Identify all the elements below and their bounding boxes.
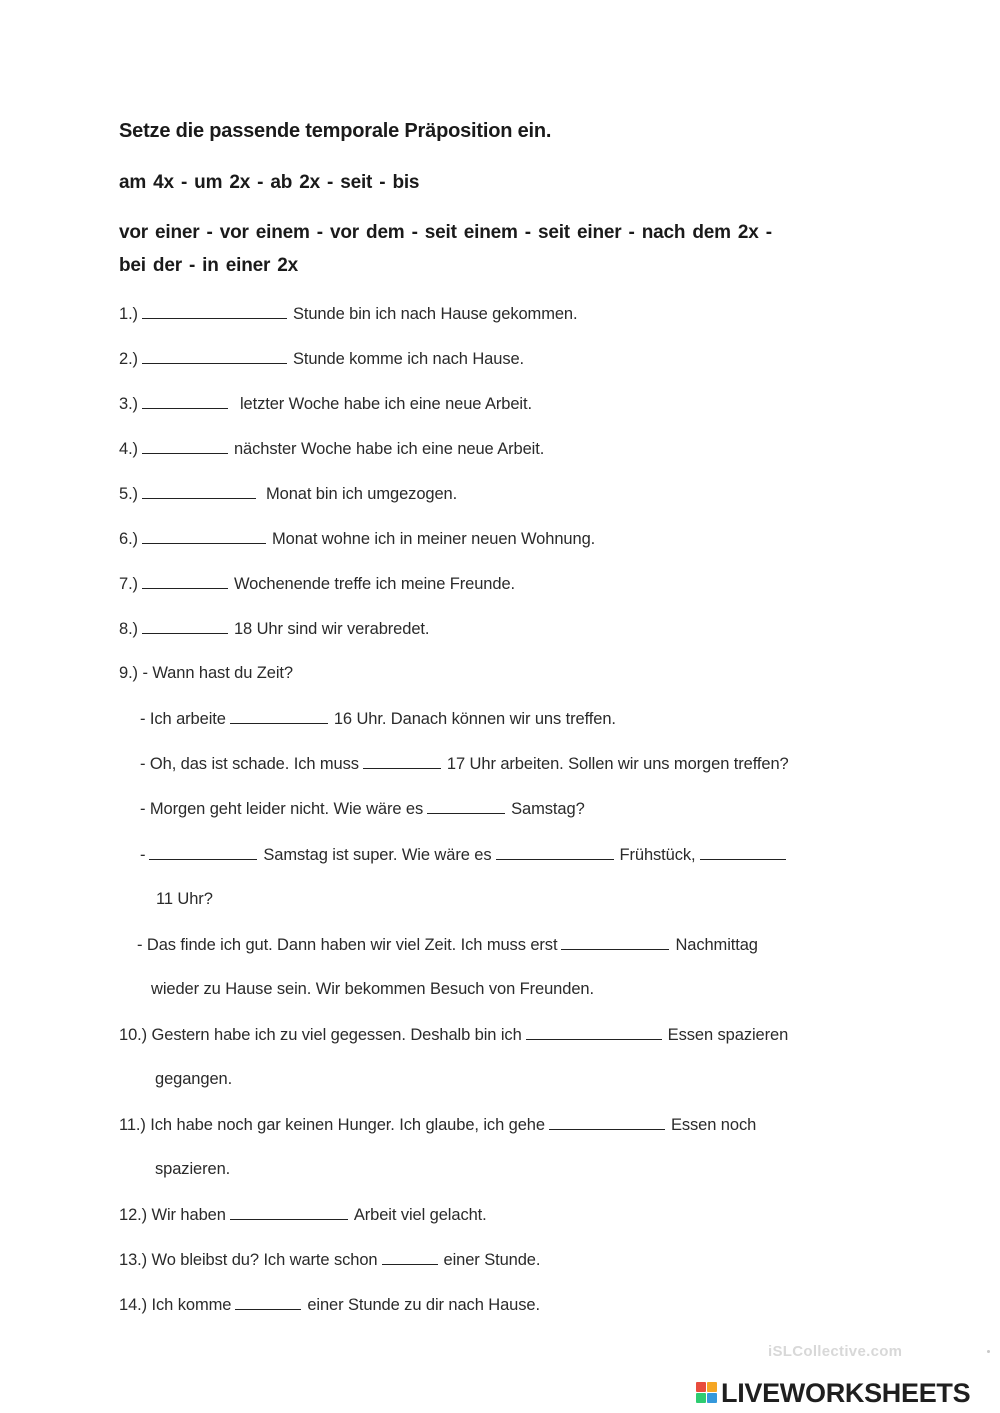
exercise-item-10 — [119, 1025, 788, 1045]
item-text: - Morgen geht leider nicht. Wie wäre es — [140, 800, 424, 818]
exercise-item-9-line-d — [140, 845, 792, 865]
exercise-item-9-line-b — [140, 754, 789, 774]
item-text: Samstag ist super. Wie wäre es — [263, 846, 492, 864]
liveworksheets-logo-icon — [696, 1382, 718, 1404]
exercise-item-5 — [119, 484, 457, 504]
item-text: 10.) Gestern habe ich zu viel gegessen. Deshalb bin ich — [119, 1026, 522, 1044]
answer-blank-7[interactable] — [142, 574, 228, 589]
item-text: Monat wohne ich in meiner neuen Wohnung. — [271, 530, 596, 548]
item-text: 18 Uhr sind wir verabredet. — [233, 620, 430, 638]
exercise-item-1 — [119, 304, 577, 324]
item-text: - — [140, 846, 146, 864]
item-text: 14.) Ich komme — [119, 1296, 232, 1314]
item-number: 5.) — [119, 485, 138, 503]
exercise-item-9-line-d-cont: 11 Uhr? — [156, 890, 213, 908]
answer-blank-14[interactable] — [235, 1295, 301, 1310]
exercise-item-2 — [119, 349, 524, 369]
exercise-item-7 — [119, 574, 515, 594]
answer-blank-2[interactable] — [142, 349, 287, 364]
item-text: letzter Woche habe ich eine neue Arbeit. — [239, 395, 532, 413]
answer-blank-9f[interactable] — [700, 845, 786, 860]
item-text: Frühstück, — [619, 846, 696, 864]
item-number: 6.) — [119, 530, 138, 548]
decorative-dot — [987, 1350, 990, 1353]
exercise-item-9-line-a — [140, 709, 616, 729]
exercise-item-9-line-e — [137, 935, 758, 955]
exercise-item-3 — [119, 394, 532, 414]
item-text: Essen noch — [670, 1116, 757, 1134]
item-text: Wochenende treffe ich meine Freunde. — [233, 575, 516, 593]
item-text: - Oh, das ist schade. Ich muss — [140, 755, 359, 773]
item-text: - Das finde ich gut. Dann haben wir viel Zeit. Ich muss erst — [137, 936, 558, 954]
exercise-item-6 — [119, 529, 595, 549]
liveworksheets-logo[interactable] — [696, 1378, 970, 1408]
item-text: 12.) Wir haben — [119, 1206, 226, 1224]
item-text: Stunde bin ich nach Hause gekommen. — [292, 305, 578, 323]
answer-blank-9d[interactable] — [149, 845, 257, 860]
answer-blank-1[interactable] — [142, 304, 287, 319]
item-number: 3.) — [119, 395, 138, 413]
answer-blank-9e[interactable] — [496, 845, 614, 860]
item-number: 2.) — [119, 350, 138, 368]
item-text: 17 Uhr arbeiten. Sollen wir uns morgen treffen? — [446, 755, 789, 773]
exercise-item-12 — [119, 1205, 487, 1225]
item-number: 8.) — [119, 620, 138, 638]
liveworksheets-brand-text: LIVEWORKSHEETS — [721, 1377, 971, 1408]
item-text: - Ich arbeite — [140, 710, 226, 728]
exercise-item-14 — [119, 1295, 540, 1315]
answer-blank-12[interactable] — [230, 1205, 348, 1220]
item-text: 16 Uhr. Danach können wir uns treffen. — [333, 710, 616, 728]
exercise-item-9-line-e-cont: wieder zu Hause sein. Wir bekommen Besuch von Freunden. — [151, 980, 594, 998]
word-bank-line-3: bei der - in einer 2x — [119, 255, 298, 276]
item-text: 13.) Wo bleibst du? Ich warte schon — [119, 1251, 378, 1269]
item-number: 1.) — [119, 305, 138, 323]
item-text: Monat bin ich umgezogen. — [265, 485, 458, 503]
answer-blank-10[interactable] — [526, 1025, 662, 1040]
exercise-item-11 — [119, 1115, 756, 1135]
answer-blank-9g[interactable] — [561, 935, 669, 950]
item-text: einer Stunde. — [443, 1251, 541, 1269]
exercise-item-13 — [119, 1250, 540, 1270]
answer-blank-13[interactable] — [382, 1250, 438, 1265]
answer-blank-3[interactable] — [142, 394, 228, 409]
item-text: Samstag? — [511, 800, 585, 818]
worksheet-title: Setze die passende temporale Präposition ein. — [119, 120, 552, 142]
exercise-item-8 — [119, 619, 429, 639]
item-text: nächster Woche habe ich eine neue Arbeit. — [233, 440, 545, 458]
item-text: Arbeit viel gelacht. — [353, 1206, 487, 1224]
answer-blank-8[interactable] — [142, 619, 228, 634]
answer-blank-11[interactable] — [549, 1115, 665, 1130]
answer-blank-9c[interactable] — [427, 799, 505, 814]
exercise-item-11-cont: spazieren. — [155, 1160, 231, 1178]
answer-blank-9a[interactable] — [230, 709, 328, 724]
item-text: Essen spazieren — [667, 1026, 789, 1044]
exercise-item-10-cont: gegangen. — [155, 1070, 233, 1088]
item-number: 4.) — [119, 440, 138, 458]
item-text: Stunde komme ich nach Hause. — [292, 350, 525, 368]
exercise-item-9-question: 9.) - Wann hast du Zeit? — [119, 664, 293, 682]
item-text: 11.) Ich habe noch gar keinen Hunger. Ich glaube, ich gehe — [119, 1116, 545, 1134]
item-text: Nachmittag — [675, 936, 758, 954]
exercise-item-9-line-c — [140, 799, 585, 819]
word-bank-line-2: vor einer - vor einem - vor dem - seit einem - seit einer - nach dem 2x - — [119, 222, 772, 243]
item-text: einer Stunde zu dir nach Hause. — [307, 1296, 540, 1314]
answer-blank-9b[interactable] — [363, 754, 441, 769]
answer-blank-4[interactable] — [142, 439, 228, 454]
item-number: 7.) — [119, 575, 138, 593]
answer-blank-6[interactable] — [142, 529, 266, 544]
exercise-item-4 — [119, 439, 544, 459]
islcollective-watermark: iSLCollective.com — [768, 1343, 903, 1360]
answer-blank-5[interactable] — [142, 484, 256, 499]
word-bank-line-1: am 4x - um 2x - ab 2x - seit - bis — [119, 172, 420, 193]
